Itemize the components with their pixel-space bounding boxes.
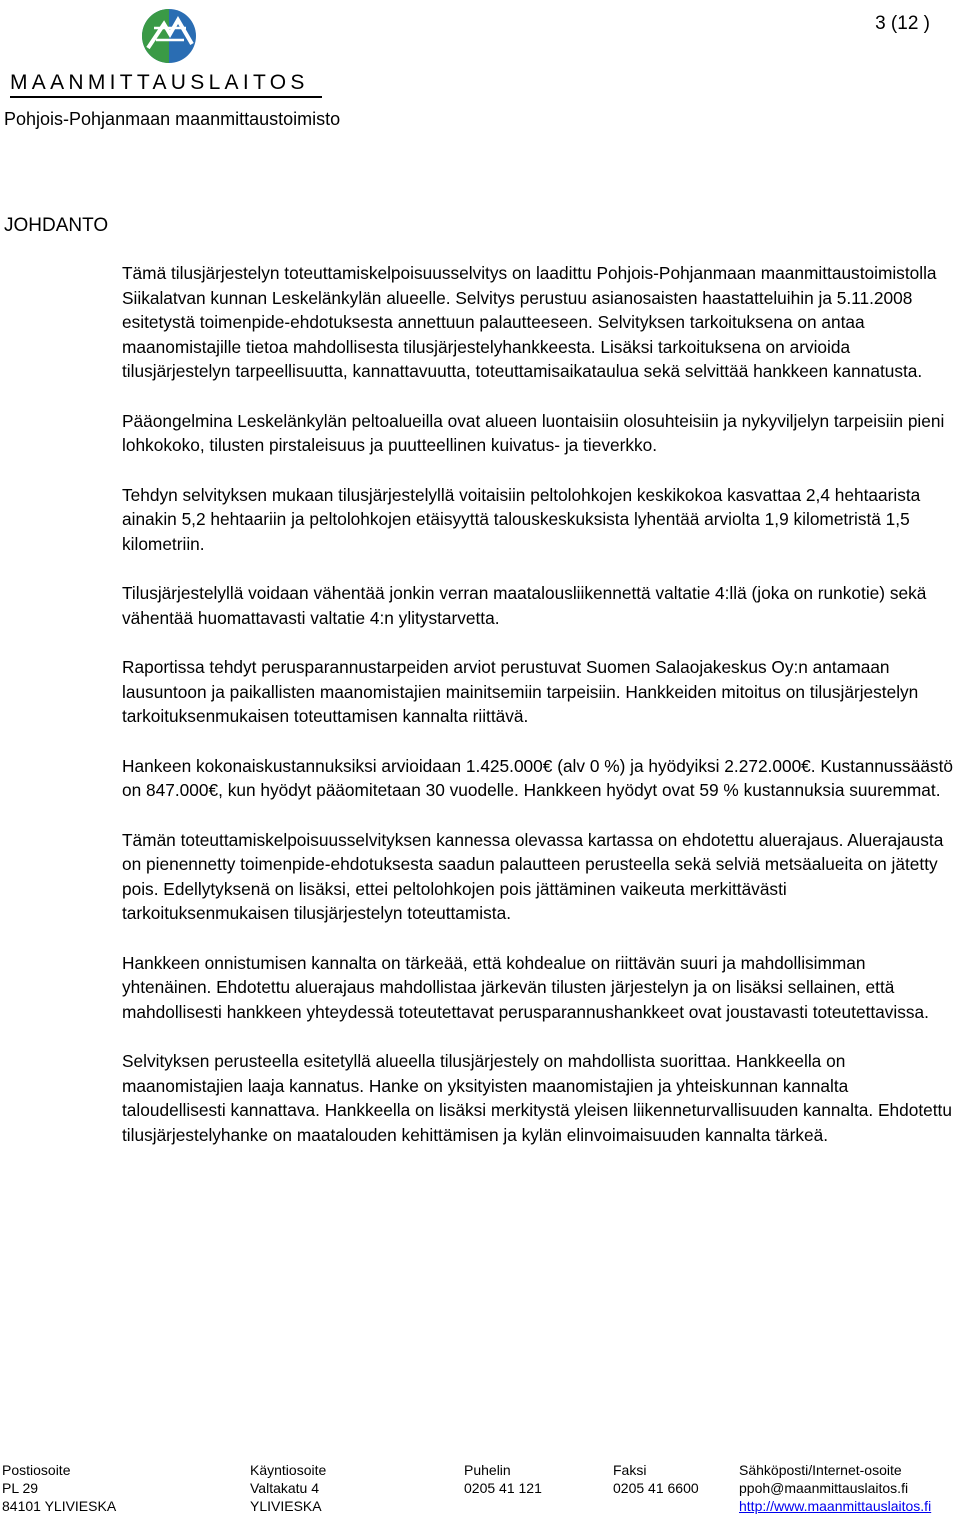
org-name: MAANMITTAUSLAITOS: [10, 71, 309, 94]
footer-postal-line1: PL 29: [2, 1480, 39, 1496]
footer-postal: [2, 1461, 116, 1515]
footer-phone: [464, 1461, 542, 1497]
paragraph-7: Tämän toteuttamiskelpoisuusselvityksen kannessa olevassa kartassa on ehdotettu aluerajaus. Aluerajausta on pienennetty toimenpide-ehdotuksesta saadun palautteen perusteella sekä selviä metsäalueita on jätetty pois. Edellytyksenä on lisäksi, ettei peltolohkojen pois jättäminen vaikeuta merkittävästi tarkoituksenmukaisen tilusjärjestelyn toteuttamista.: [122, 829, 944, 923]
footer-website-link[interactable]: http://www.maanmittauslaitos.fi: [739, 1498, 932, 1514]
footer-fax: [613, 1461, 699, 1497]
page-footer: [0, 1461, 960, 1516]
paragraph-3: Tehdyn selvityksen mukaan tilusjärjestelyllä voitaisiin peltolohkojen keskikokoa kasvattaa 2,4 hehtaarista ainakin 5,2 hehtaariin ja peltolohkojen etäisyyttä talouskeskuksista lyhentää arviolta 1,9 kilometristä 1,5 kilometriin.: [122, 484, 921, 554]
footer-postal-line2: 84101 YLIVIESKA: [2, 1498, 117, 1514]
page-number: 3 (12 ): [875, 13, 930, 34]
footer-phone-label: Puhelin: [464, 1462, 511, 1478]
paragraph-1: Tämä tilusjärjestelyn toteuttamiskelpoisuusselvitys on laadittu Pohjois-Pohjanmaan maanmittaustoimistolla Siikalatvan kunnan Leskelänkylän alueelle. Selvitys perustuu asianosaisten haastatteluihin ja 5.11.2008 esitetystä toimenpide-ehdotuksesta annettuun palautteeseen. Selvityksen tarkoituksena on antaa maanomistajille tietoa mahdollisesta tilusjärjestelyhankkeesta. Lisäksi tarkoituksena on arvioida tilusjärjestelyn tarpeellisuutta, kannattavuutta, toteuttamisaikataulua sekä selvittää hankkeen kannatusta.: [122, 263, 937, 381]
logo-underline: [10, 96, 322, 98]
paragraph-8: Hankkeen onnistumisen kannalta on tärkeää, että kohdealue on riittävän suuri ja mahdollisimman yhtenäinen. Ehdotettu aluerajaus mahdollistaa järkevän tilusten järjestelyn ja on lisäksi sellainen, että mahdollisesti hankkeen yhteydessä toteutettavat perusparannushankkeet ovat joustavasti toteutettavissa.: [122, 952, 929, 1022]
footer-email: ppoh@maanmittauslaitos.fi: [739, 1480, 909, 1496]
footer-visit-line1: Valtakatu 4: [250, 1480, 320, 1496]
section-heading: JOHDANTO: [4, 215, 109, 236]
footer-fax-line1: 0205 41 6600: [613, 1480, 699, 1496]
office-name: Pohjois-Pohjanmaan maanmittaustoimisto: [4, 109, 341, 129]
paragraph-4: Tilusjärjestelyllä voidaan vähentää jonkin verran maatalousliikennettä valtatie 4:llä (joka on runkotie) sekä vähentää huomattavasti valtatie 4:n ylitystarvetta.: [122, 583, 927, 628]
footer-postal-label: Postiosoite: [2, 1462, 71, 1478]
paragraph-2: Pääongelmina Leskelänkylän peltoalueilla ovat alueen luontaisiin olosuhteisiin ja nykyviljelyn tarpeisiin pieni lohkokoko, tilusten pirstaleisuus ja puutteellinen kuivatus- ja tieverkko.: [122, 410, 945, 455]
paragraph-9: Selvityksen perusteella esitetyllä alueella tilusjärjestely on mahdollista suorittaa. Hankkeella on maanomistajien laaja kannatus. Hanke on yksityisten maanomistajien ja yhteiskunnan kannalta taloudellisesti kannattava. Hankkeella on lisäksi merkitystä yleisen liikenneturvallisuuden kannalta. Ehdotettu tilusjärjestelyhanke on maatalouden kehittämisen ja kylän elinvoimaisuuden kannalta tärkeä.: [122, 1051, 952, 1145]
footer-web: [739, 1461, 931, 1515]
footer-visit-line2: YLIVIESKA: [250, 1498, 322, 1514]
document-body: [122, 261, 956, 1172]
maanmittauslaitos-logo-icon: [134, 6, 204, 66]
footer-web-label: Sähköposti/Internet-osoite: [739, 1462, 902, 1478]
org-logo: [10, 6, 320, 98]
footer-fax-label: Faksi: [613, 1462, 647, 1478]
footer-phone-line1: 0205 41 121: [464, 1480, 542, 1496]
paragraph-6: Hankeen kokonaiskustannuksiksi arvioidaan 1.425.000€ (alv 0 %) ja hyödyiksi 2.272.000€. Kustannussäästö on 847.000€, kun hyödyt pääomitetaan 30 vuodelle. Hankkeen hyödyt ovat 59 % kustannuksia suuremmat.: [122, 755, 953, 800]
footer-visit-label: Käyntiosoite: [250, 1462, 327, 1478]
footer-visit: [250, 1461, 326, 1515]
paragraph-5: Raportissa tehdyt perusparannustarpeiden arviot perustuvat Suomen Salaojakeskus Oy:n antamaan lausuntoon ja paikallisten maanomistajien mainitsemiin tarpeisiin. Hankkeiden mitoitus on tilusjärjestelyn tarkoituksenmukaisen toteuttamisen kannalta riittävä.: [122, 657, 919, 726]
